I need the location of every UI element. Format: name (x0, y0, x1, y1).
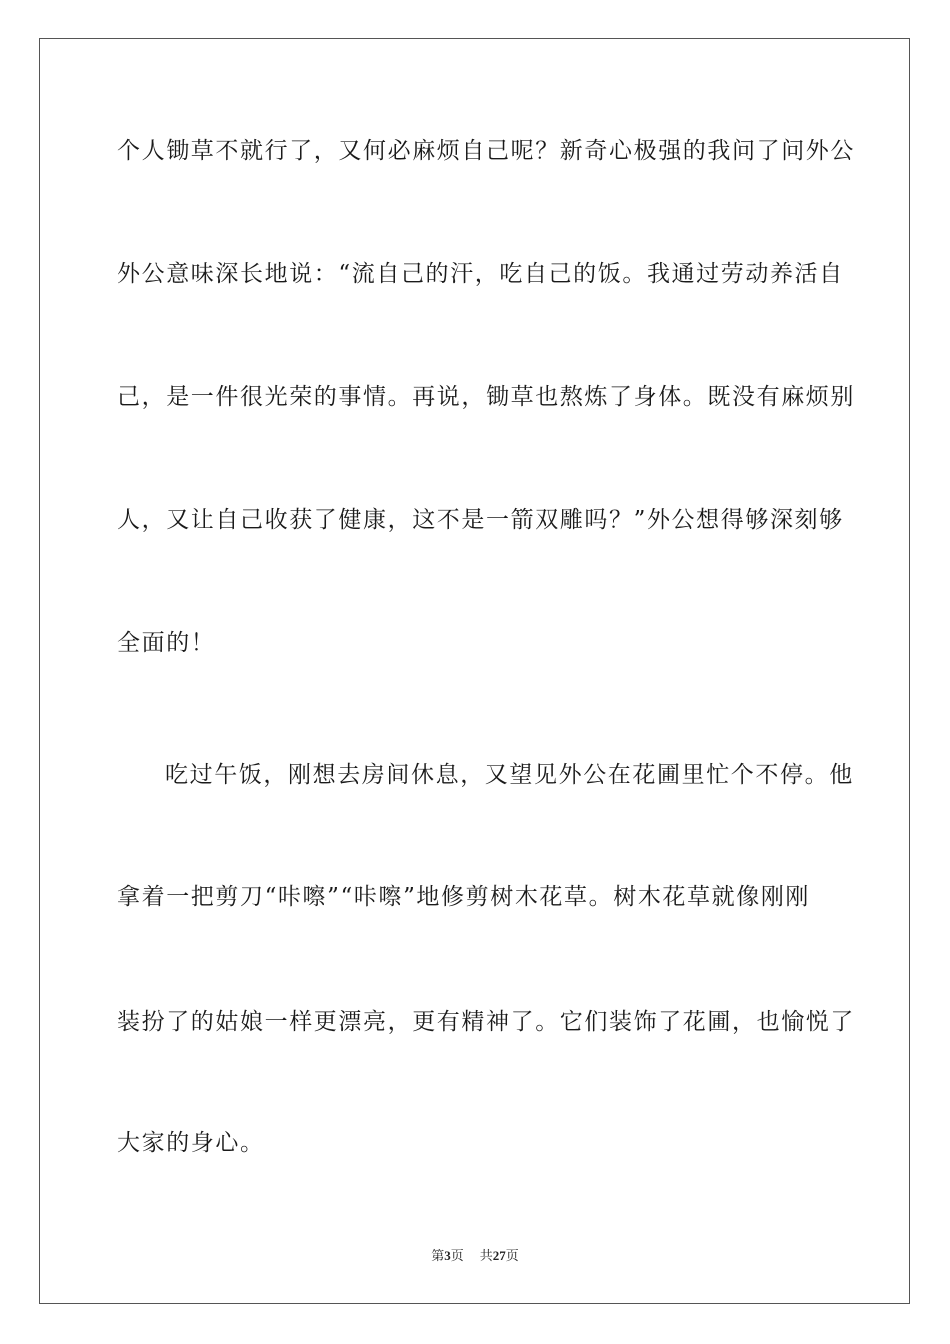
text-line-3: 己，是一件很光荣的事情。再说，锄草也熬炼了身体。既没有麻烦别 (117, 384, 855, 410)
total-suffix: 页 (505, 1249, 519, 1264)
text-line-9: 大家的身心。 (117, 1130, 265, 1156)
text-line-4: 人，又让自己收获了健康，这不是一箭双雕吗？”外公想得够深刻够 (117, 507, 844, 533)
page-current: 3 (444, 1248, 451, 1263)
page-total: 27 (492, 1248, 506, 1263)
text-line-1: 个人锄草不就行了，又何必麻烦自己呢？新奇心极强的我问了问外公 (117, 138, 855, 164)
page-prefix: 第 (431, 1249, 445, 1264)
text-line-8: 装扮了的姑娘一样更漂亮，更有精神了。它们装饰了花圃，也愉悦了 (117, 1009, 855, 1035)
text-line-6: 吃过午饭，刚想去房间休息，又望见外公在花圃里忙个不停。他 (165, 762, 854, 788)
page-footer (0, 1247, 950, 1266)
total-prefix: 共 (479, 1249, 493, 1264)
text-line-7: 拿着一把剪刀“咔嚓”“咔嚓”地修剪树木花草。树木花草就像刚刚 (117, 884, 811, 910)
page-suffix: 页 (450, 1249, 464, 1264)
page-border (39, 38, 910, 1304)
text-line-5: 全面的！ (117, 630, 216, 656)
text-line-2: 外公意味深长地说：“流自己的汗，吃自己的饭。我通过劳动养活自 (117, 261, 844, 287)
